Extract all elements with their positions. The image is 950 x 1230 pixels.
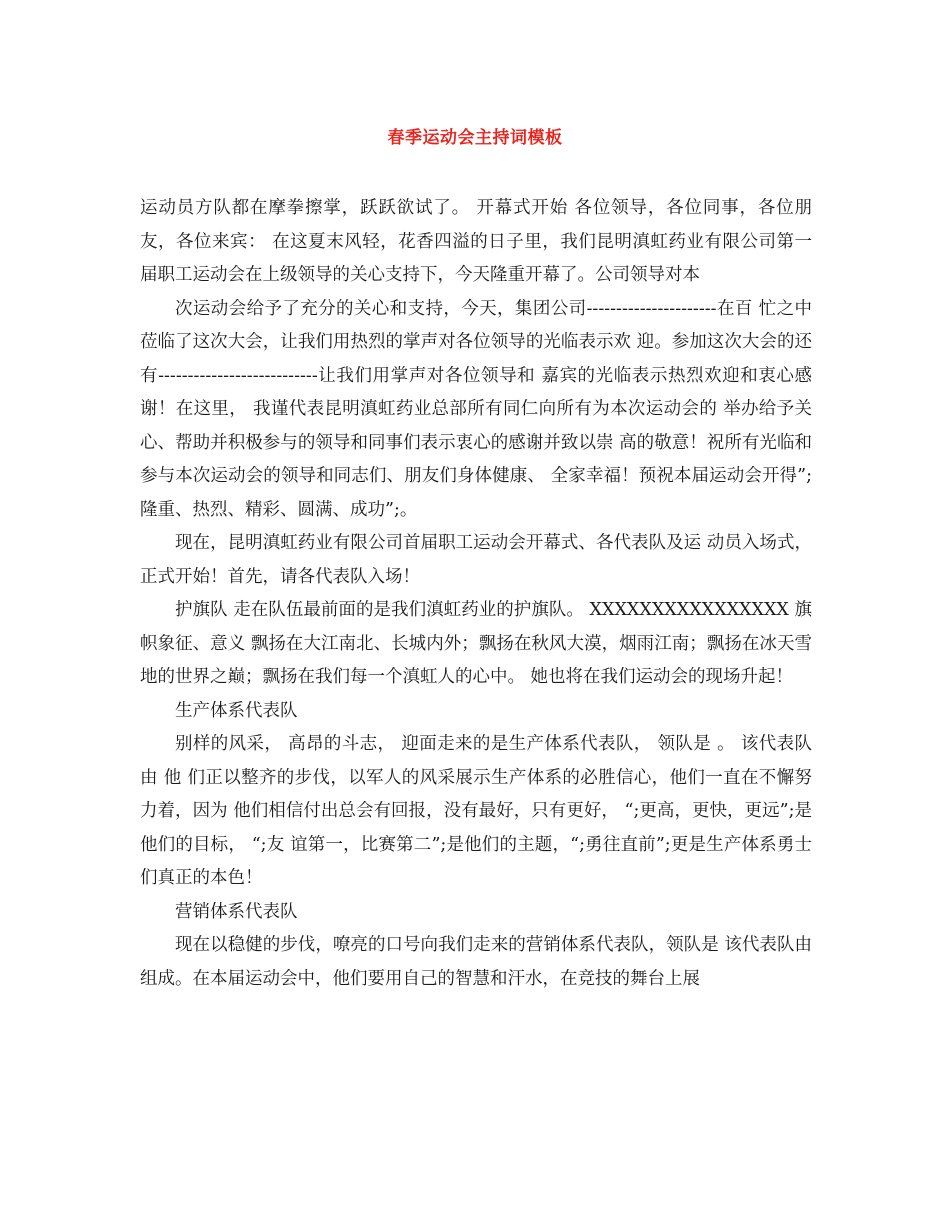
paragraph-production-team: 别样的风采， 高昂的斗志， 迎面走来的是生产体系代表队， 领队是 。 该代表队由 他 们正以整齐的步伐，以军人的风采展示生产体系的必胜信心，他们一直在不懈努力着，因为 他们相信付出总会有回报，没有最好，只有更好， “;更高，更快，更远”;是他们的目标， “;友 谊第一，比赛第二”;是他们的主题，“;勇往直前”;更是生产体系勇士们真正的本色！ [140, 734, 812, 888]
paragraph-entrance: 现在，昆明滇虹药业有限公司首届职工运动会开幕式、各代表队及运 动员入场式，正式开始！首先，请各代表队入场！ [140, 533, 812, 587]
paragraph-opening: 运动员方队都在摩拳擦掌，跃跃欲试了。 开幕式开始 各位领导，各位同事，各位朋友，各位来宾： 在这夏末风轻，花香四溢的日子里，我们昆明滇虹药业有限公司第一 届职工运动会在上级领导的关心支持下，今天隆重开幕了。公司领导对本 [140, 198, 812, 285]
paragraph-welcome: 次运动会给予了充分的关心和支持，今天，集团公司----------------------在百 忙之中莅临了这次大会，让我们用热烈的掌声对各位领导的光临表示欢 迎。参加这次大会的还有---------------------------让我们用掌声对各位领导和 嘉宾的光临表示热烈欢迎和衷心感谢！在这里， 我谨代表昆明滇虹药业总部所有同仁向所有为本次运动会的 举办给予关心、帮助并积极参与的领导和同事们表示衷心的感谢并致以崇 高的敬意！祝所有光临和参与本次运动会的领导和同志们、朋友们身体健康、 全家幸福！预祝本届运动会开得”;隆重、热烈、精彩、圆满、成功”;。 [140, 298, 812, 520]
section-heading-marketing: 营销体系代表队 [175, 901, 298, 922]
paragraph-marketing-team: 现在以稳健的步伐，嘹亮的口号向我们走来的营销体系代表队，领队是 该代表队由 组成。在本届运动会中，他们要用自己的智慧和汗水，在竞技的舞台上展 [140, 935, 812, 989]
paragraph-flag-team: 护旗队 走在队伍最前面的是我们滇虹药业的护旗队。 XXXXXXXXXXXXXXXX 旗帜象征、意义 飘扬在大江南北、长城内外；飘扬在秋风大漠，烟雨江南；飘扬在冰天雪地的世界之巅；飘扬在我们每一个滇虹人的心中。 她也将在我们运动会的现场升起！ [140, 600, 812, 687]
document-title: 春季运动会主持词模板 [387, 128, 563, 148]
document-body [140, 192, 812, 996]
section-heading-production: 生产体系代表队 [175, 700, 298, 721]
